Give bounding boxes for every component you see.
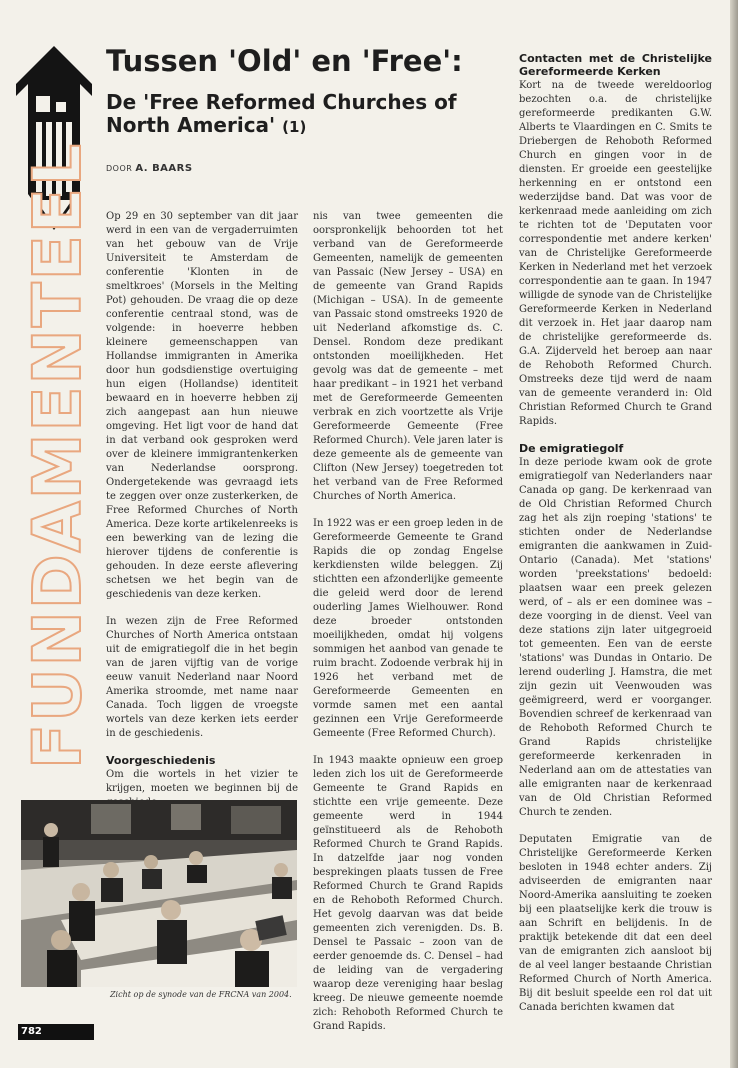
- text-column-1: [106, 210, 298, 823]
- byline: [106, 163, 193, 174]
- page-edge-shadow: [730, 0, 738, 1068]
- article-title: Tussen 'Old' en 'Free':: [106, 44, 463, 78]
- page-number: 782: [21, 1026, 42, 1037]
- paragraph: Om die wortels in het vizier te krijgen, moeten we beginnen bij de: [106, 769, 298, 794]
- paragraph: nis van twee gemeenten die oorspronkelijk behoorden tot het verband van de Gereformeerde Gemeenten, namelijk de gemeenten van Passaic (New Jersey – USA) en de gemeente van Grand Rapids (Michigan – USA). In de gemeente van Passaic stond omstreeks 1920 de uit Nederland afkomstige ds. C. Densel. Rondom deze predikant ontstonden moeilijkheden. Het gevolg was dat de gemeente – met haar predikant – in 1921 het verband met de Gereformeerde Gemeenten verbrak en zich voortzette als Vrije Gereformeerde Gemeente (Free Reformed Church). Vele jaren later is deze gemeente als de gemeente van Clifton (New Jersey) toegetreden tot het verband van de Free Reformed Churches of North America.: [313, 211, 503, 502]
- synod-photo: [21, 800, 297, 987]
- page-number-bar: [18, 1024, 94, 1040]
- section-label-text: FUNDAMENTEEL: [19, 141, 97, 769]
- section-heading: De emigratiegolf: [519, 442, 624, 455]
- paragraph: Kort na de tweede wereldoorlog bezochten o.a. de christelijke gereformeerde predikanten G.W. Alberts te Vlaardingen en C. Smits te Driebergen de Rehoboth Reformed Church en gingen voor in de diensten. Er groeide een geestelijke herkenning en er ontstond een wederzijdse band. Dat was voor de kerkenraad mede aanleiding om zich te richten tot de 'Deputaten voor correspondentie met andere kerken' van de Christelijke Gereformeerde Kerken in Nederland met het verzoek correspondentie aan te gaan. In 1947 willigde de synode van de Christelijke Gereformeerde Kerken in Nederland dit verzoek in. Het jaar daarop nam de christelijke gereformeerde ds. G.A. Zijderveld het beroep aan naar de Rehoboth Reformed Church. Omstreeks deze tijd werd de naam van de gemeente veranderd in: Old Christian Reformed Church te Grand Rapids.: [519, 80, 712, 427]
- paragraph: In 1943 maakte opnieuw een groep leden zich los uit de Gereformeerde Gemeente te Grand Rapids en stichtte een vrije gemeente. Deze gemeente werd in 1944 geïnstitueerd als de Rehoboth Reformed Church te Grand Rapids. In datzelfde jaar nog vonden besprekingen plaats tussen de Free Reformed Church te Grand Rapids en de Rehoboth Reformed Church. Het gevolg daarvan was dat beide gemeenten zich verenigden. Ds. B. Densel te Passaic – zoon van de eerder genoemde ds. C. Densel – had de leiding van de vergadering waarop deze vereniging haar beslag kreeg. De nieuwe gemeente noemde zich: Rehoboth Reformed Church te Grand Rapids.: [313, 755, 503, 1032]
- text-column-2: [313, 210, 503, 1047]
- section-heading: Voorgeschiedenis: [106, 754, 216, 767]
- byline-author: A. BAARS: [135, 163, 193, 174]
- text-column-3: [519, 52, 712, 1028]
- section-vertical-label: [19, 141, 97, 769]
- paragraph: In 1922 was er een groep leden in de Gereformeerde Gemeente te Grand Rapids die op zondag Engelse kerkdiensten wilde beleggen. Zij stichtten een afzonderlijke gemeente die geleid werd door de lerend ouderling James Wielhouwer. Rond deze broeder ontstonden moeilijkheden, omdat hij volgens sommigen het aanbod van genade te ruim bracht. Zodoende verbrak hij in 1926 het verband met de Gereformeerde Gemeenten en vormde samen met een aantal gezinnen een Vrije Gereformeerde Gemeente (Free Reformed Church).: [313, 518, 503, 739]
- synod-photo-illustration: [21, 800, 297, 987]
- subtitle-text: De 'Free Reformed Churches of North America': [106, 90, 457, 137]
- byline-prefix: DOOR: [106, 164, 133, 173]
- subtitle-part-number: (1): [282, 118, 307, 136]
- paragraph: In deze periode kwam ook de grote emigratiegolf van Nederlanders naar Canada op gang. De kerkenraad van de Old Christian Reformed Church zag het als zijn roeping 'stations' te stichten onder de Nederlandse emigranten die aankwamen in Zuid-Ontario (Canada). Met 'stations' worden 'preekstations' bedoeld: plaatsen waar een preek gelezen werd, of – als er een dominee was – deze voorging in de dienst. Veel van deze stations zijn later uitgegroeid tot gemeenten. Een van de eerste 'stations' was Dundas in Ontario. De lerend ouderling J. Hamstra, die met zijn gezin uit Veenwouden was geëmigreerd, werd er voorganger. Bovendien schreef de kerkenraad van de Rehoboth Reformed Church te Grand Rapids christelijke gereformeerde kerkenraden in Nederland aan om de attestaties van alle emigranten naar de kerkenraad van de Old Christian Reformed Church te zenden.: [519, 457, 712, 818]
- article-subtitle: [106, 91, 496, 139]
- photo-caption: Zicht op de synode van de FRCNA van 2004.: [110, 990, 292, 999]
- paragraph: Op 29 en 30 september van dit jaar werd in een van de vergaderruimten van het gebouw van de Vrije Universiteit te Amsterdam de conferentie 'Klonten in de smeltkroes' (Morsels in the Melting Pot) gehouden. De vraag die op deze conferentie centraal stond, was de volgende: in hoeverre hebben kleinere gemeenschappen van Hollandse immigranten in Amerika door hun godsdienstige overtuiging hun eigen (Hollandse) identiteit bewaard en in hoeverre hebben zij zich aangepast aan hun nieuwe omgeving. Het ligt voor de hand dat in dat verband ook gesproken werd over de kleinere immigrantenkerken van Nederlandse oorsprong. Ondergetekende was gevraagd iets te zeggen over onze zusterkerken, de Free Reformed Churches of North America. Deze korte artikelenreeks is een bewerking van de lezing die hierover tijdens de conferentie is gehouden. In deze eerste aflevering schetsen we het begin van de geschiedenis van deze kerken.: [106, 211, 298, 600]
- paragraph: In wezen zijn de Free Reformed Churches of North America ontstaan uit de emigratiegolf die in het begin van de jaren vijftig van de vorige eeuw vanuit Nederland naar Noord Amerika stroomde, met name naar Canada. Toch liggen de vroegste wortels van deze kerken iets eerder in de geschiedenis.: [106, 616, 298, 739]
- paragraph: Deputaten Emigratie van de Christelijke Gereformeerde Kerken besloten in 1948 echter anders. Zij adviseerden de emigranten naar Noord-Amerika aansluiting te zoeken bij een plaatselijke kerk die trouw is aan Schrift en belijdenis. In de praktijk betekende dit dat een deel van de emigranten zich aansloot bij de al veel langer bestaande Christian Reformed Church of North America. Bij dit besluit speelde een rol dat uit Canada berichten kwamen dat: [519, 834, 712, 1013]
- section-heading: Contacten met de Christelijke Gereformeerde Kerken: [519, 52, 712, 78]
